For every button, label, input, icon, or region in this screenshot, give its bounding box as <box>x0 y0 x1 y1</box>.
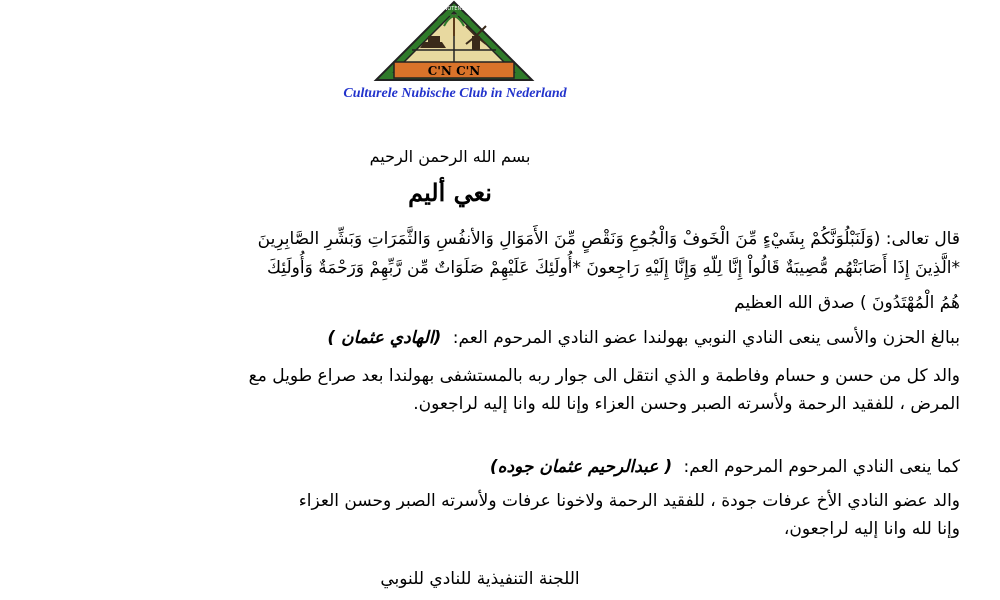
signature-committee: اللجنة التنفيذية للنادي للنوبي <box>380 569 580 589</box>
logo-top-text: NOTENS <box>443 6 465 12</box>
notice-1-intro: ببالغ الحزن والأسى ينعى النادي النوبي بهولندا عضو النادي المرحوم العم: <box>452 328 960 348</box>
notice-2-intro-line <box>484 456 960 478</box>
notice-1-body-line-1: والد كل من حسن و حسام وفاطمة و الذي انتقل الى جوار ربه بالمستشفى بهولندا بعد صراع طويل مع <box>248 366 960 386</box>
quran-verse-line-3: هُمُ الْمُهْتَدُونَ ) صدق الله العظيم <box>734 293 960 313</box>
club-logo <box>372 0 536 84</box>
page-title: نعي أليم <box>408 178 492 207</box>
notice-1-body-line-2: المرض ، للفقيد الرحمة ولأسرته الصبر وحسن العزاء وإنا لله وانا إليه لراجعون. <box>413 394 960 414</box>
notice-2-body-line-2: وإنا لله وانا إليه لراجعون، <box>783 519 960 539</box>
club-name: Culturele Nubische Club in Nederland <box>343 86 567 101</box>
deceased-name-2: ( عبدالرحيم عثمان جوده) <box>489 457 673 477</box>
notice-2-body-line-1: والد عضو النادي الأخ عرفات جودة ، للفقيد الرحمة ولاخونا عرفات ولأسرته الصبر وحسن العزاء <box>298 491 960 511</box>
notice-2-intro: كما ينعى النادي المرحوم المرحوم العم: <box>683 457 960 477</box>
logo-letters: C'N C'N <box>427 64 481 78</box>
quran-verse-line-1: قال تعالى: (وَلَنَبْلُوَنَّكُمْ بِشَيْءٍ مِّنَ الْخَوفْ وَالْجُوعِ وَنَقْصٍ مِّنَ الأَمَوَالِ وَالأنفُسِ وَالثَّمَرَاتِ وَبَشِّرِ الصَّابِرِينَ <box>257 229 960 249</box>
quran-verse-line-2: *الَّذِينَ إِذَا أَصَابَتْهُم مُّصِيبَةٌ قَالُواْ إِنَّا لِلّهِ وَإِنَّا إِلَيْهِ رَاجِعونَ *أُولَئِكَ عَلَيْهِمْ صَلَوَاتٌ مِّن رَّبِّهِمْ وَرَحْمَةٌ وَأُولَئِكَ <box>267 258 960 278</box>
basmala: بسم الله الرحمن الرحيم <box>369 147 531 166</box>
notice-1-intro-line <box>321 327 960 349</box>
deceased-name-1: (الهادي عثمان ) <box>327 328 442 348</box>
